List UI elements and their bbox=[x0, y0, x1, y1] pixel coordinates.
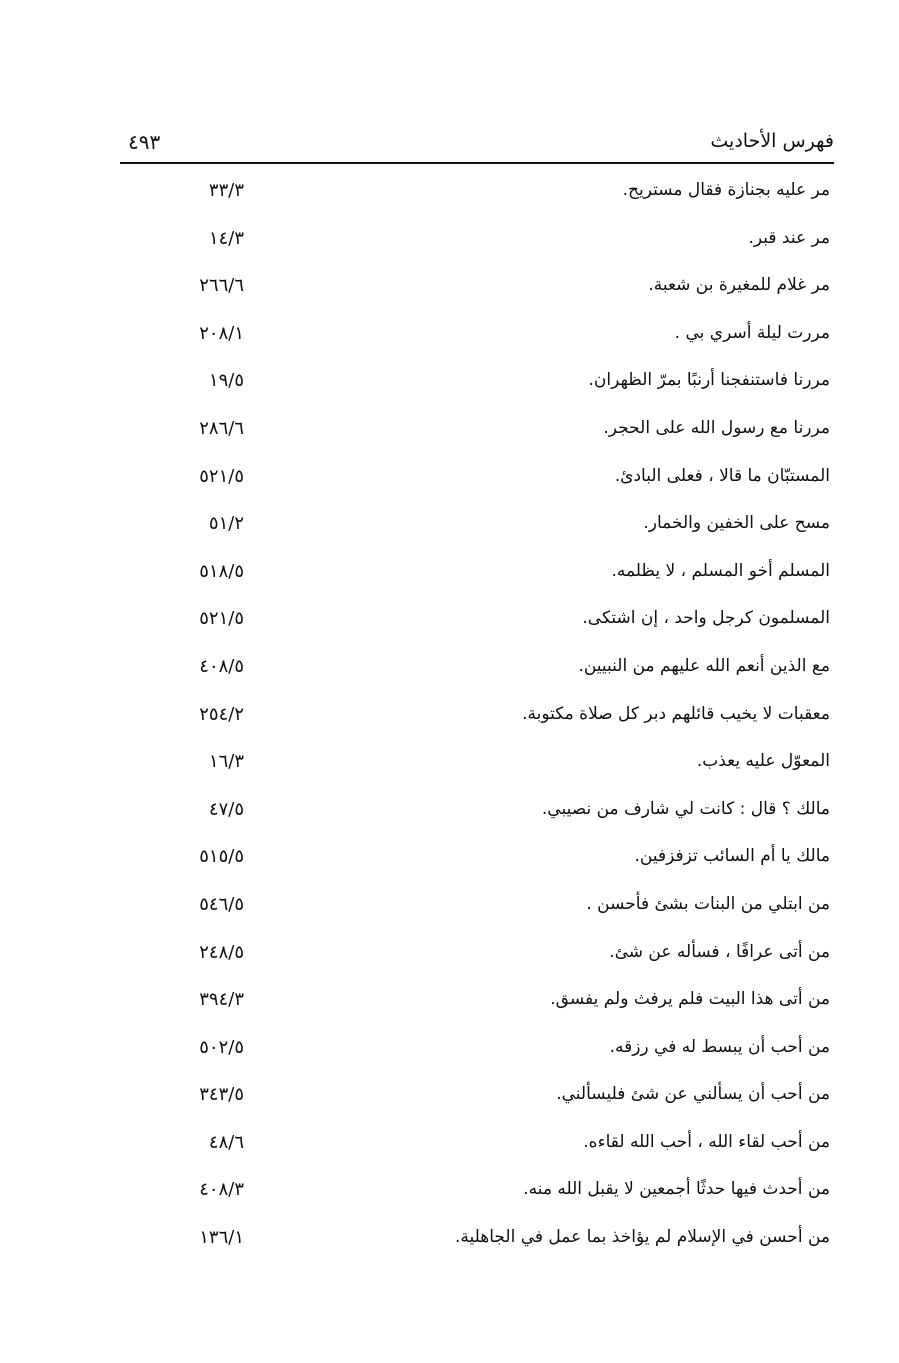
volume-page-ref: ٤٧/٥ bbox=[208, 798, 244, 820]
volume-page-ref: ٢٥٤/٢ bbox=[199, 703, 244, 725]
volume-page-ref: ٥٢١/٥ bbox=[199, 465, 244, 487]
volume-page-ref: ٢٤٨/٥ bbox=[199, 941, 244, 963]
list-item bbox=[120, 313, 834, 361]
hadith-text: مررت ليلة أسري بي . bbox=[674, 322, 830, 343]
list-item bbox=[120, 836, 834, 884]
hadith-text: مر عند قبر. bbox=[748, 227, 830, 248]
hadith-text: من أتى هذا البيت فلم يرفث ولم يفسق. bbox=[550, 989, 830, 1010]
hadith-text: من أحب لقاء الله ، أحب الله لقاءه. bbox=[583, 1131, 830, 1152]
hadith-text: المسلم أخو المسلم ، لا يظلمه. bbox=[611, 560, 830, 581]
list-item bbox=[120, 218, 834, 266]
hadith-text: مع الذين أنعم الله عليهم من النبيين. bbox=[578, 655, 830, 676]
list-item bbox=[120, 456, 834, 504]
volume-page-ref: ٤٠٨/٣ bbox=[199, 1179, 244, 1201]
page-number: ٤٩٣ bbox=[128, 130, 161, 154]
volume-page-ref: ٥١٨/٥ bbox=[199, 560, 244, 582]
hadith-text: من ابتلي من البنات بشئ فأحسن . bbox=[586, 893, 830, 914]
hadith-text: معقبات لا يخيب قائلهم دبر كل صلاة مكتوبة. bbox=[522, 703, 830, 724]
list-item bbox=[120, 1027, 834, 1075]
hadith-text: المسلمون كرجل واحد ، إن اشتكى. bbox=[582, 608, 830, 629]
hadith-text: مر غلام للمغيرة بن شعبة. bbox=[648, 275, 830, 296]
hadith-text: مررنا مع رسول الله على الحجر. bbox=[603, 417, 830, 438]
hadith-text: المستبّان ما قالا ، فعلى البادئ. bbox=[614, 465, 830, 486]
volume-page-ref: ٤٨/٦ bbox=[208, 1131, 244, 1153]
hadith-text: مر عليه بجنازة فقال مستريح. bbox=[622, 180, 830, 200]
volume-page-ref: ٣٣/٣ bbox=[208, 180, 244, 201]
hadith-text: من أتى عرافًا ، فسأله عن شئ. bbox=[609, 941, 830, 962]
hadith-text: من أحدث فيها حدثًا أجمعين لا يقبل الله منه. bbox=[523, 1179, 830, 1200]
list-item bbox=[120, 932, 834, 980]
list-item bbox=[120, 646, 834, 694]
hadith-text: المعوّل عليه يعذب. bbox=[696, 751, 830, 772]
volume-page-ref: ٢٦٦/٦ bbox=[199, 275, 244, 297]
list-item bbox=[120, 1217, 834, 1265]
hadith-text: من أحسن في الإسلام لم يؤاخذ بما عمل في الجاهلية. bbox=[455, 1227, 830, 1248]
volume-page-ref: ٥٠٢/٥ bbox=[199, 1036, 244, 1058]
list-item bbox=[120, 1122, 834, 1170]
volume-page-ref: ٥١٥/٥ bbox=[199, 846, 244, 868]
volume-page-ref: ١٦/٣ bbox=[208, 751, 244, 773]
volume-page-ref: ٣٩٤/٣ bbox=[199, 989, 244, 1011]
list-item bbox=[120, 360, 834, 408]
hadith-text: مالك يا أم السائب تزفزفين. bbox=[634, 846, 830, 867]
hadith-index-list bbox=[120, 170, 834, 1265]
list-item bbox=[120, 551, 834, 599]
volume-page-ref: ٥٢١/٥ bbox=[199, 608, 244, 630]
list-item bbox=[120, 265, 834, 313]
volume-page-ref: ٣٤٣/٥ bbox=[199, 1084, 244, 1106]
volume-page-ref: ٢٨٦/٦ bbox=[199, 417, 244, 439]
list-item bbox=[120, 694, 834, 742]
list-item bbox=[120, 170, 834, 218]
volume-page-ref: ٥٤٦/٥ bbox=[199, 893, 244, 915]
hadith-text: مالك ؟ قال : كانت لي شارف من نصيبي. bbox=[541, 798, 830, 819]
volume-page-ref: ١٣٦/١ bbox=[199, 1227, 244, 1249]
volume-page-ref: ١٤/٣ bbox=[208, 227, 244, 249]
list-item bbox=[120, 1169, 834, 1217]
list-item bbox=[120, 408, 834, 456]
volume-page-ref: ٢٠٨/١ bbox=[199, 322, 244, 344]
hadith-text: من أحب أن يبسط له في رزقه. bbox=[609, 1036, 830, 1057]
hadith-text: مررنا فاستنفجنا أرنبًا بمرّ الظهران. bbox=[588, 370, 830, 391]
hadith-text: مسح على الخفين والخمار. bbox=[643, 513, 830, 534]
list-item bbox=[120, 503, 834, 551]
list-item bbox=[120, 741, 834, 789]
hadith-text: من أحب أن يسألني عن شئ فليسألني. bbox=[556, 1084, 830, 1105]
list-item bbox=[120, 884, 834, 932]
list-item bbox=[120, 1074, 834, 1122]
header-title: فهرس الأحاديث bbox=[710, 130, 834, 152]
list-item bbox=[120, 598, 834, 646]
volume-page-ref: ١٩/٥ bbox=[208, 370, 244, 392]
list-item bbox=[120, 979, 834, 1027]
volume-page-ref: ٥١/٢ bbox=[208, 513, 244, 535]
list-item bbox=[120, 789, 834, 837]
volume-page-ref: ٤٠٨/٥ bbox=[199, 655, 244, 677]
page-header bbox=[120, 122, 834, 164]
